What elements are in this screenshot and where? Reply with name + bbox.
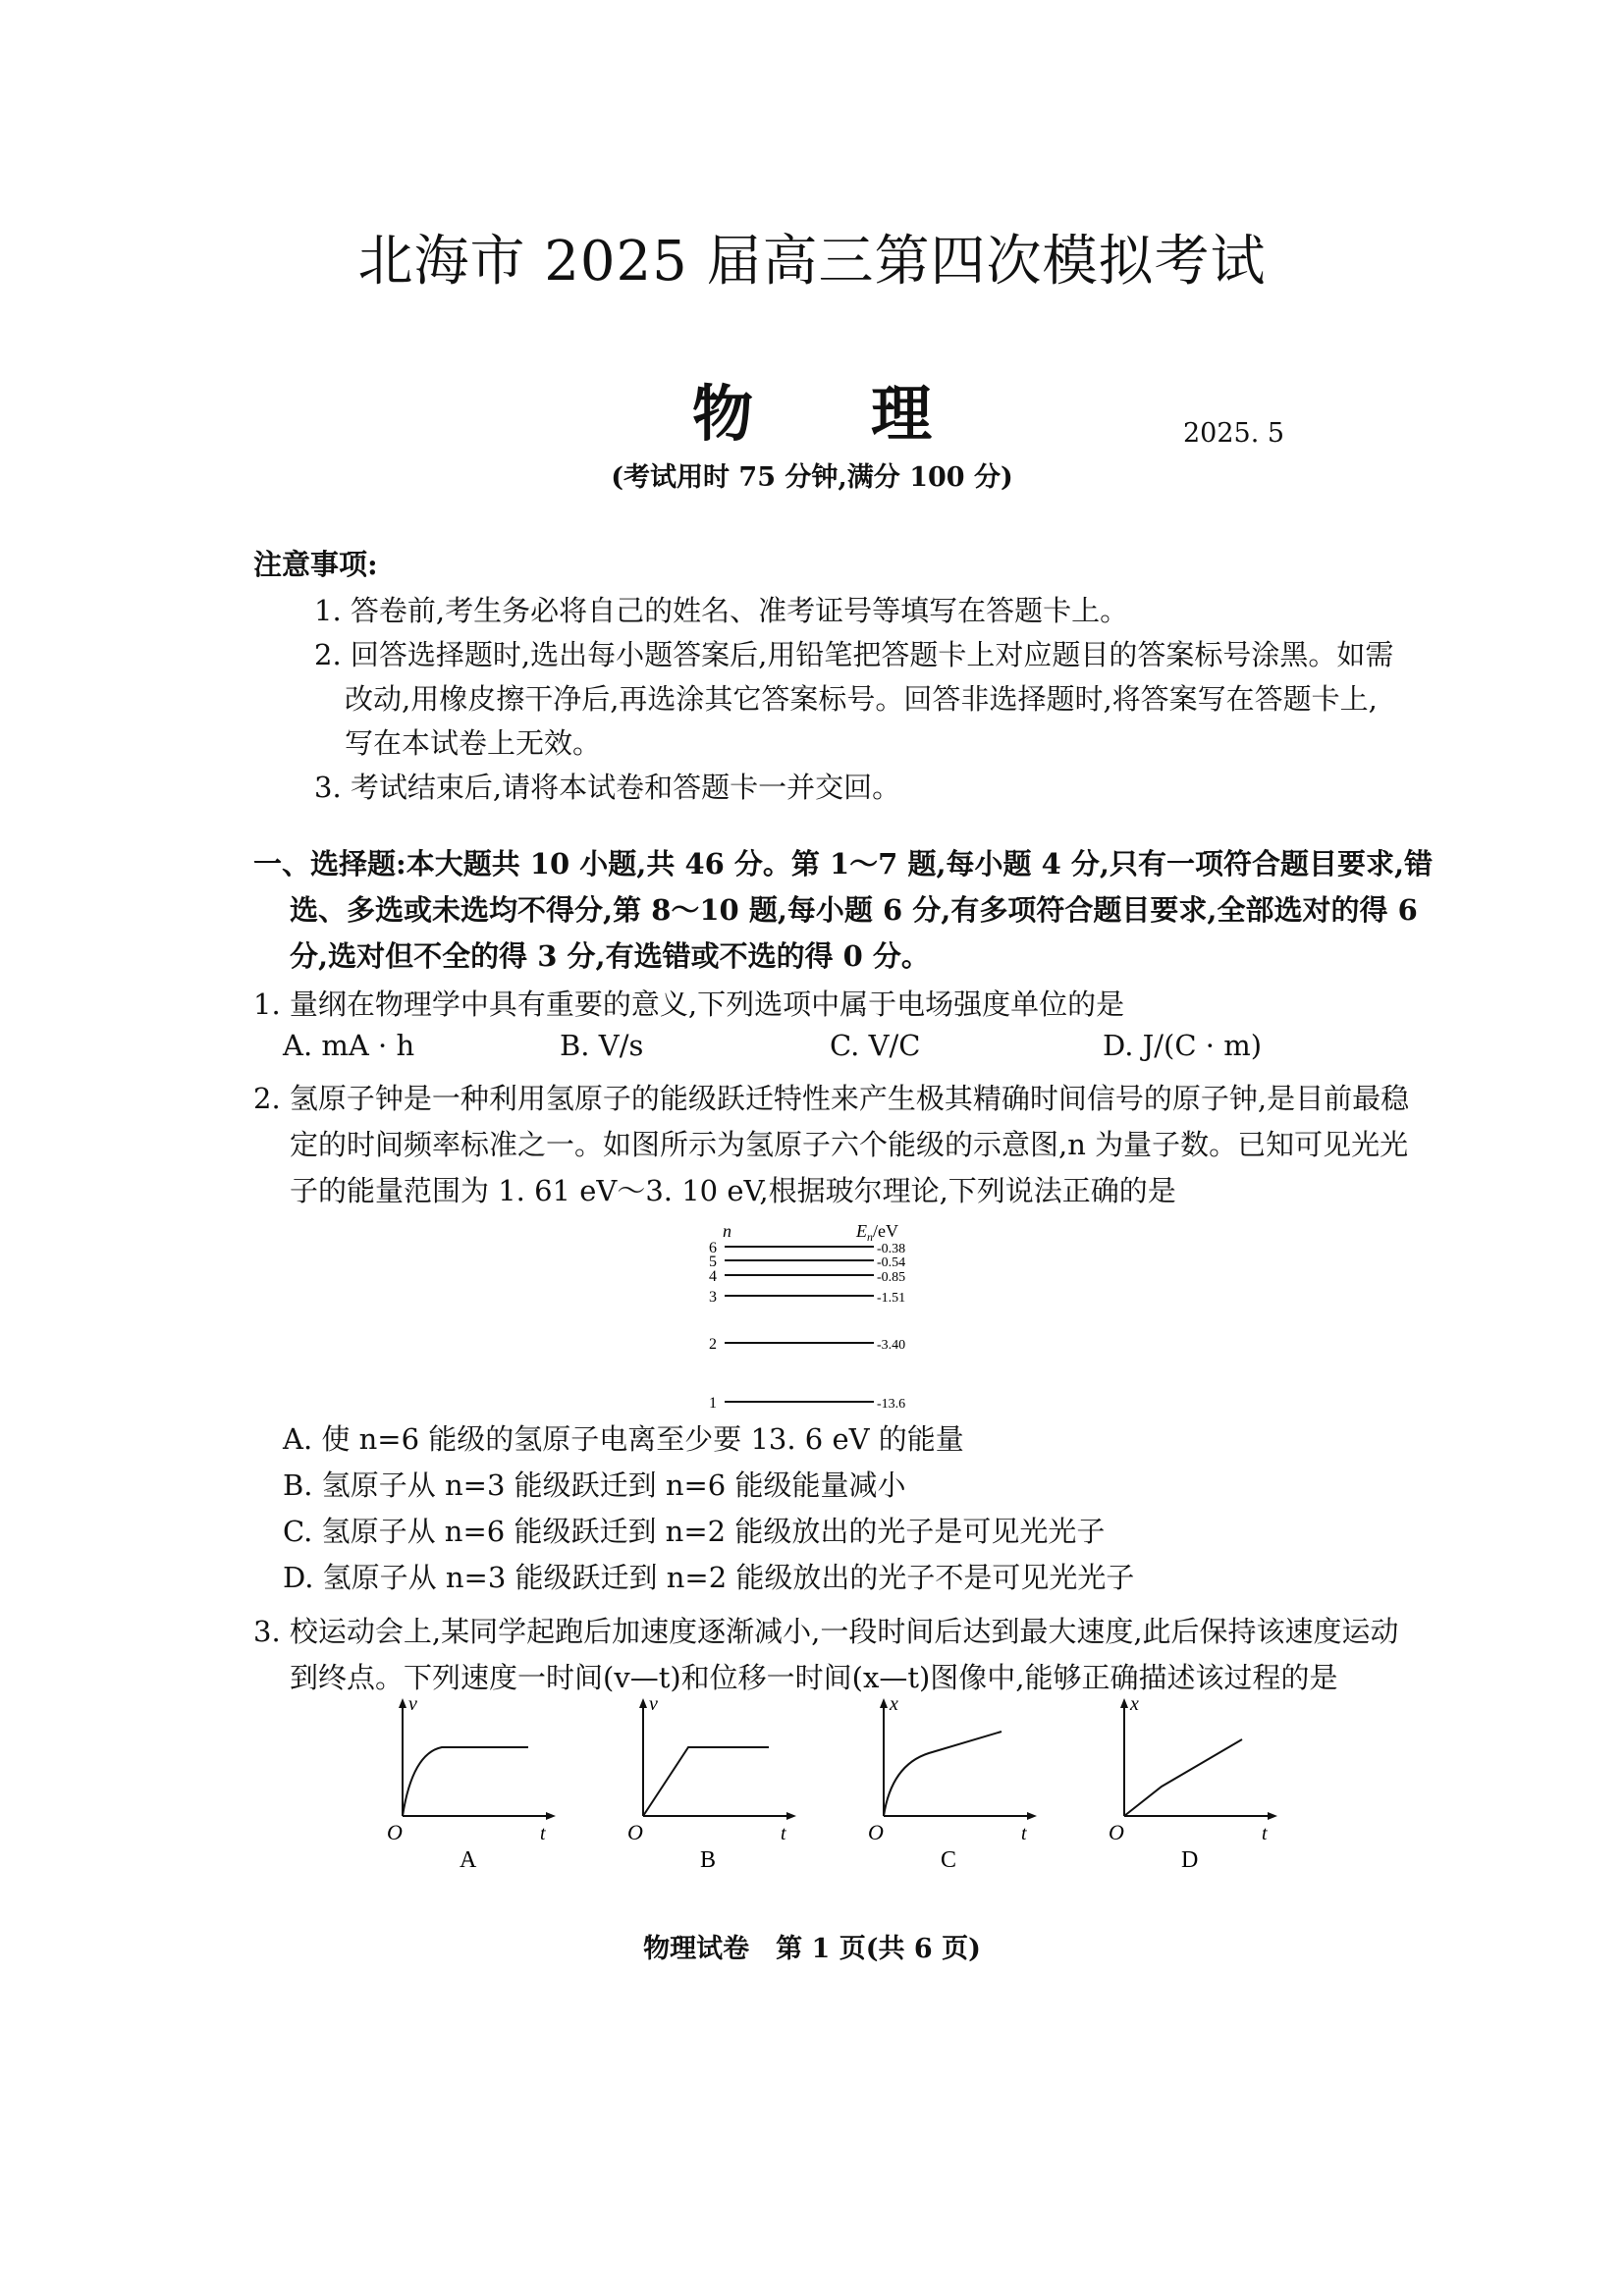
q3-graph-b [623,1696,820,1873]
notes-heading: 注意事项: [253,548,378,581]
graph-curve [884,1732,1001,1816]
q3-graph-d [1105,1696,1301,1873]
note-item: 2. 回答选择题时,选出每小题答案后,用铅笔把答题卡上对应题目的答案标号涂黑。如需 [314,638,1394,671]
graph-label: B [700,1847,717,1873]
section-heading-cont: 选、多选或未选均不得分,第 8～10 题,每小题 6 分,有多项符合题目要求,全部选对的得 6 [290,893,1418,927]
level-n: 1 [709,1395,717,1412]
e-axis-label: $E_n/eV$ [856,1221,898,1244]
exam-duration: (考试用时 75 分钟,满分 100 分) [611,462,1013,493]
section-heading: 一、选择题:本大题共 10 小题,共 46 分。第 1～7 题,每小题 4 分,只有一项符合题目要求,错 [253,847,1434,881]
q2-stem: 2. 氢原子钟是一种利用氢原子的能级跃迁特性来产生极其精确时间信号的原子钟,是目前最稳 [253,1082,1410,1115]
n-axis-label: n [723,1221,731,1241]
level-energy: -0.54 [877,1255,906,1270]
graph-label: C [941,1847,957,1873]
q2-option-b: B. 氢原子从 n=3 能级跃迁到 n=6 能级能量减小 [283,1468,906,1502]
q1-option-b: B. V/s [560,1029,644,1062]
q2-option-a: A. 使 n=6 能级的氢原子电离至少要 13. 6 eV 的能量 [283,1422,964,1456]
level-n: 4 [709,1268,717,1285]
level-energy: -1.51 [877,1291,906,1306]
graph-curve [643,1747,769,1816]
x-axis-label: t [1021,1823,1027,1844]
q2-option-d: D. 氢原子从 n=3 能级跃迁到 n=2 能级放出的光子不是可见光光子 [283,1561,1135,1594]
origin-label: O [627,1820,643,1844]
graph-label: D [1181,1847,1199,1873]
q3-stem: 到终点。下列速度一时间(v—t)和位移一时间(x—t)图像中,能够正确描述该过程的是 [290,1661,1338,1694]
y-axis-label: x [890,1696,898,1715]
y-axis-label: x [1130,1696,1139,1715]
subject-title: 物理 [691,378,1050,450]
page-footer: 物理试卷 第 1 页(共 6 页) [643,1934,981,1964]
note-item: 1. 答卷前,考生务必将自己的姓名、准考证号等填写在答题卡上。 [314,594,1129,627]
energy-level-diagram [687,1217,943,1414]
exam-date: 2025. 5 [1183,418,1285,449]
graph-curve [403,1747,528,1816]
q3-graph-c [864,1696,1060,1873]
level-energy: -0.38 [877,1242,906,1256]
exam-title: 北海市 2025 届高三第四次模拟考试 [357,230,1267,294]
q2-stem: 子的能量范围为 1. 61 eV～3. 10 eV,根据玻尔理论,下列说法正确的是 [290,1174,1176,1207]
y-axis-label: v [649,1696,658,1715]
origin-label: O [868,1820,884,1844]
note-item: 改动,用橡皮擦干净后,再选涂其它答案标号。回答非选择题时,将答案写在答题卡上, [345,682,1378,716]
section-heading-cont: 分,选对但不全的得 3 分,有选错或不选的得 0 分。 [290,939,930,973]
note-item: 3. 考试结束后,请将本试卷和答题卡一并交回。 [314,771,901,804]
q1-option-a: A. mA · h [283,1029,415,1062]
note-item: 写在本试卷上无效。 [345,726,602,760]
graph-label: A [460,1847,477,1873]
q1-stem: 1. 量纲在物理学中具有重要的意义,下列选项中属于电场强度单位的是 [253,988,1125,1021]
x-axis-label: t [1262,1823,1268,1844]
x-axis-label: t [781,1823,786,1844]
q1-option-d: D. J/(C · m) [1103,1029,1263,1062]
level-n: 6 [709,1240,717,1256]
q2-option-c: C. 氢原子从 n=6 能级跃迁到 n=2 能级放出的光子是可见光光子 [283,1515,1106,1548]
q3-stem: 3. 校运动会上,某同学起跑后加速度逐渐减小,一段时间后达到最大速度,此后保持该速度运动 [253,1615,1399,1648]
graph-curve [1124,1739,1242,1816]
q2-stem: 定的时间频率标准之一。如图所示为氢原子六个能级的示意图,n 为量子数。已知可见光光 [290,1128,1409,1161]
origin-label: O [1109,1820,1124,1844]
x-axis-label: t [540,1823,546,1844]
level-n: 3 [709,1289,717,1306]
level-n: 2 [709,1336,717,1353]
q1-option-c: C. V/C [830,1029,921,1062]
y-axis-label: v [408,1696,417,1715]
q3-graph-a [383,1696,579,1873]
level-energy: -0.85 [877,1270,906,1285]
level-energy: -3.40 [877,1338,906,1353]
level-energy: -13.6 [877,1397,906,1412]
origin-label: O [387,1820,403,1844]
level-n: 5 [709,1254,717,1270]
